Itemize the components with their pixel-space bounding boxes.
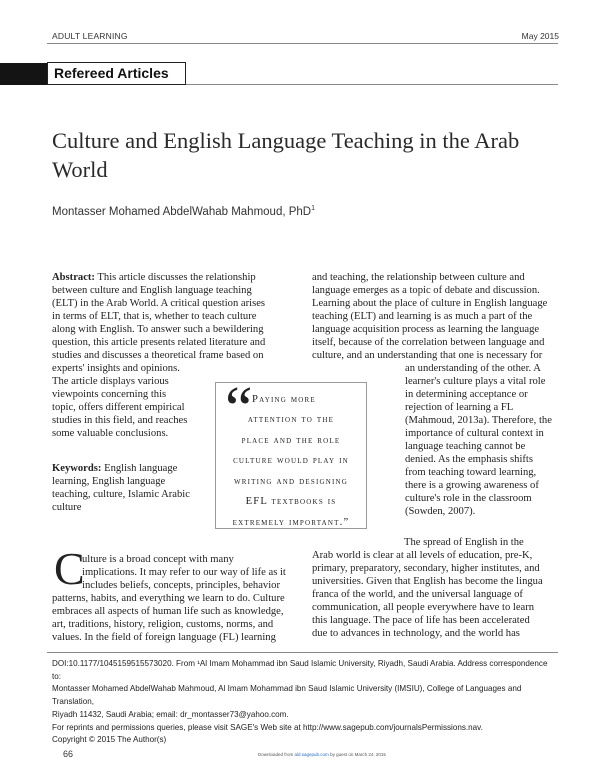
download-note bbox=[258, 752, 386, 757]
pull-quote-text bbox=[218, 410, 364, 533]
body-line: teaching (ELT) and learning is as much a part of the bbox=[312, 311, 533, 322]
intro-line: embraces all aspects of human life such as knowledge, bbox=[52, 606, 284, 617]
header-rule bbox=[47, 43, 558, 44]
footnote-line: For reprints and permissions queries, please visit SAGE's Web site at http://www.sagepub.com/journalsPermissions.nav. bbox=[52, 722, 483, 732]
body-line: itself, because of the correlation between language and bbox=[312, 337, 545, 348]
title-line: Culture and English Language Teaching in the Arab bbox=[52, 128, 520, 153]
abstract-line: some valuable conclusions. bbox=[52, 428, 169, 439]
body-line: language emerges as a topic of debate and discussion. bbox=[312, 285, 540, 296]
intro-line: ulture is a broad concept with many bbox=[82, 554, 234, 565]
body-line: rejection of learning a FL bbox=[405, 402, 514, 413]
body-line: language teaching cannot be bbox=[405, 441, 526, 452]
drop-cap: C bbox=[54, 543, 85, 594]
section-rule bbox=[186, 84, 558, 85]
right-column-top bbox=[312, 271, 556, 362]
right-column-bottom bbox=[312, 536, 556, 640]
abstract-line: studies in this field, and reaches bbox=[52, 415, 188, 426]
author-affiliation-mark: 1 bbox=[311, 205, 316, 212]
download-link[interactable]: ald.sagepub.com bbox=[294, 752, 329, 757]
body-line: primary, preparatory, secondary, higher institutes, and bbox=[312, 563, 540, 574]
footnote-line: Riyadh 11432, Saudi Arabia; email: dr_montasser73@yahoo.com. bbox=[52, 709, 289, 719]
body-line: Learning about the place of culture in English language bbox=[312, 298, 548, 309]
pull-quote-line: extremely important.” bbox=[232, 516, 350, 528]
abstract-line: between culture and English language teaching bbox=[52, 285, 252, 296]
footnote-line: DOI:10.1177/1045159515573020. From ¹Al Imam Mohammad ibn Saud Islamic University, Riyadh, Saudi Arabia. Address correspondence to: bbox=[52, 659, 548, 681]
footnote-line: Montasser Mohamed AbdelWahab Mahmoud, Al Imam Mohammad ibn Saud Islamic University (IMSIU), College of Languages and Translation, bbox=[52, 684, 522, 707]
page-number: 66 bbox=[63, 749, 74, 759]
article-title bbox=[52, 126, 552, 184]
abstract-line: (ELT) in the Arab World. A critical question arises bbox=[52, 298, 266, 309]
body-line: importance of cultural context in bbox=[405, 428, 544, 439]
abstract-line: topic, offers different empirical bbox=[52, 402, 185, 413]
body-line: learner's culture plays a vital role bbox=[405, 376, 546, 387]
abstract-label: Abstract: bbox=[52, 272, 95, 283]
footnotes bbox=[52, 658, 558, 747]
author-name: Montasser Mohamed AbdelWahab Mahmoud, PhD bbox=[52, 205, 312, 218]
body-line: universities. Given that English has become the lingua bbox=[312, 576, 543, 587]
intro-line: values. In the field of foreign language (FL) learning bbox=[52, 632, 276, 643]
body-line: (Mahmoud, 2013a). Therefore, the bbox=[405, 415, 552, 426]
body-line: due to advances in technology, and the world has bbox=[312, 628, 520, 639]
pull-quote-line: EFL textbooks is bbox=[245, 496, 337, 507]
body-line: there is a growing awareness of bbox=[405, 480, 539, 491]
download-prefix: Downloaded from bbox=[258, 752, 295, 757]
abstract-line: along with English. To answer such a bewildering bbox=[52, 324, 264, 335]
keywords-line: learning, English language bbox=[52, 476, 166, 487]
body-line: an understanding of the other. A bbox=[405, 363, 541, 374]
intro-line: patterns, habits, and everything we learn to do. Culture bbox=[52, 593, 285, 604]
body-line: communication, all people everywhere have to learn bbox=[312, 602, 535, 613]
body-line: in determining acceptance or bbox=[405, 389, 528, 400]
abstract-line: experts' insights and opinions. bbox=[52, 363, 180, 374]
pull-quote-line: attention to the bbox=[247, 414, 335, 425]
body-line: from teaching toward learning, bbox=[405, 467, 537, 478]
right-column-narrow bbox=[405, 362, 557, 518]
abstract-line: viewpoints concerning this bbox=[52, 389, 167, 400]
body-line: Arab world is clear at all levels of education, pre-K, bbox=[312, 550, 533, 561]
body-line: culture, and an understanding that one is necessary for bbox=[312, 350, 543, 361]
pull-quote-line: writing and designing bbox=[233, 475, 349, 487]
keywords-line: teaching, culture, Islamic Arabic bbox=[52, 489, 190, 500]
section-marker-bar bbox=[0, 63, 47, 85]
intro-line: includes beliefs, concepts, principles, behavior bbox=[82, 580, 280, 591]
abstract-line: in terms of ELT, that is, whether to teach culture bbox=[52, 311, 257, 322]
keywords-text: English language bbox=[104, 463, 178, 474]
abstract-line bbox=[52, 271, 292, 284]
pull-quote-line: place and the role bbox=[241, 434, 341, 446]
quote-mark-icon: “ bbox=[225, 375, 253, 443]
author-line bbox=[52, 205, 315, 218]
body-line: language acquisition process as learning the language bbox=[312, 324, 540, 335]
body-line: culture's role in the classroom bbox=[405, 493, 532, 504]
intro-line: implications. It may refer to our way of life as it bbox=[82, 567, 286, 578]
section-label: Refereed Articles bbox=[54, 65, 169, 81]
abstract-line: studies and discusses a theoretical frame based on bbox=[52, 350, 264, 361]
footnote-line: Copyright © 2015 The Author(s) bbox=[52, 735, 167, 745]
body-line: denied. As the emphasis shifts bbox=[405, 454, 533, 465]
body-line: (Sowden, 2007). bbox=[405, 506, 476, 517]
pull-quote-line: Paying more bbox=[252, 394, 316, 405]
body-line: and teaching, the relationship between culture and bbox=[312, 272, 525, 283]
body-line: franca of the world, and the universal language of bbox=[312, 589, 523, 600]
body-line: this language. The pace of life has been accelerated bbox=[312, 615, 530, 626]
abstract-line: question, this article presents related literature and bbox=[52, 337, 266, 348]
body-line: The spread of English in the bbox=[404, 537, 524, 548]
footnote-rule bbox=[47, 652, 558, 653]
journal-name: ADULT LEARNING bbox=[52, 31, 128, 41]
keywords-line: culture bbox=[52, 502, 82, 513]
title-line: World bbox=[52, 157, 108, 182]
download-suffix: by guest on March 24, 2015 bbox=[328, 752, 386, 757]
pull-quote-line: culture would play in bbox=[233, 455, 349, 466]
issue-date: May 2015 bbox=[521, 31, 559, 41]
intro-rest bbox=[52, 592, 292, 644]
intro-line: art, traditions, history, religion, customs, norms, and bbox=[52, 619, 274, 630]
abstract-text: This article discusses the relationship bbox=[97, 272, 256, 283]
intro-first-lines bbox=[82, 553, 292, 592]
abstract-line: The article displays various bbox=[52, 376, 169, 387]
keywords-label: Keywords: bbox=[52, 463, 102, 474]
